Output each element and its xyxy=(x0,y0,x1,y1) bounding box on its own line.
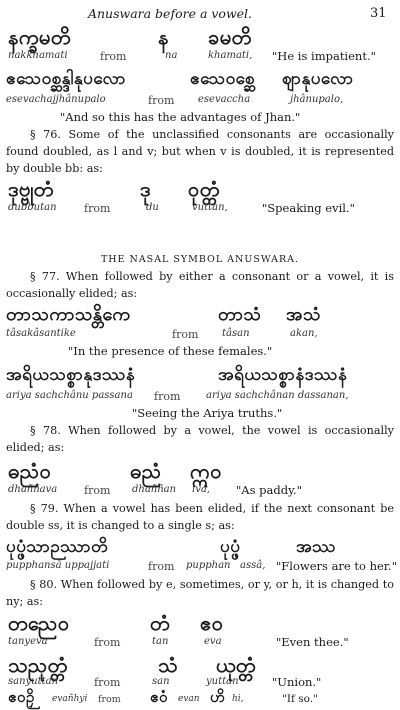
from-word: from xyxy=(98,694,121,705)
gloss: "He is impatient." xyxy=(272,49,376,63)
myanmar-word: ဓညံဝ xyxy=(8,459,52,483)
myanmar-word: အရိယသစ္စာနုဒဿနံ xyxy=(6,365,136,385)
transliteration: dubbutan xyxy=(8,202,57,213)
transliteration: hi, xyxy=(232,694,244,704)
myanmar-word: ဟိ xyxy=(210,688,226,706)
myanmar-word: ဧဝဉှိ xyxy=(8,688,35,706)
gloss: "If so." xyxy=(282,693,318,705)
running-title: Anuswara before a vowel. xyxy=(87,6,253,21)
from-word: from xyxy=(100,50,127,63)
myanmar-word: အရိယသစ္စာနံဒဿနံ xyxy=(218,365,348,385)
myanmar-word: သညုတ္တံ xyxy=(8,653,68,677)
transliteration: iva, xyxy=(192,484,210,495)
from-word: from xyxy=(148,560,175,573)
page-number: 31 xyxy=(370,6,387,21)
transliteration: pupphan xyxy=(186,560,231,571)
from-word: from xyxy=(84,484,111,497)
paragraph-section-78: § 78. When followed by a vowel, the vowel is occasionally elided; as: xyxy=(6,424,394,454)
transliteration: evañhyi xyxy=(52,694,88,704)
transliteration: esevachajjhânupalo xyxy=(6,94,106,105)
myanmar-word: နက္ခမတိ xyxy=(8,25,71,49)
transliteration: evan xyxy=(178,694,200,704)
transliteration: dhaññava xyxy=(8,484,58,495)
from-word: from xyxy=(94,676,121,689)
myanmar-word: န xyxy=(158,25,169,49)
gloss: "In the presence of these females." xyxy=(68,344,273,358)
from-word: from xyxy=(148,94,175,107)
transliteration: tâsan xyxy=(222,328,250,339)
myanmar-word: ခမတိ xyxy=(208,25,252,49)
transliteration: na xyxy=(165,50,178,61)
myanmar-word: ဝုတ္တံ xyxy=(188,177,220,201)
from-word: from xyxy=(94,636,121,649)
gloss: "As paddy." xyxy=(236,483,303,497)
myanmar-word: တညေဝ xyxy=(8,611,70,635)
gloss: "And so this has the advantages of Jhan." xyxy=(60,110,301,124)
from-word: from xyxy=(84,202,111,215)
transliteration: jhânupalo, xyxy=(290,94,344,105)
myanmar-word: ပုပ္ဖံသာဉဿာတိ xyxy=(6,537,109,557)
gloss: "Union." xyxy=(272,675,322,689)
transliteration: eva xyxy=(204,636,222,647)
myanmar-word: ဒု xyxy=(140,177,151,201)
transliteration: vuttan, xyxy=(192,202,228,213)
transliteration: khamati, xyxy=(208,50,253,61)
gloss: "Speaking evil." xyxy=(262,201,355,215)
myanmar-word: ပုပ္ဖံ xyxy=(220,537,241,557)
transliteration: tâsakâsantike xyxy=(6,328,76,339)
section-heading: THE NASAL SYMBOL ANUSWARA. xyxy=(100,254,300,265)
transliteration: pupphansâ uppajjati xyxy=(6,560,110,571)
transliteration: sanyuttan xyxy=(8,676,59,687)
myanmar-word: ဓညံ xyxy=(130,459,162,483)
transliteration: ariya sachchânan dassanan, xyxy=(206,390,349,401)
from-word: from xyxy=(154,390,181,403)
paragraph-section-80: § 80. When followed by e, sometimes, or y, or h, it is changed to ny; as: xyxy=(6,578,394,608)
transliteration: du xyxy=(146,202,159,213)
myanmar-word: သံ xyxy=(158,653,178,677)
myanmar-word: ဧဝံ xyxy=(150,688,168,706)
from-word: from xyxy=(172,328,199,341)
myanmar-word: ဈာနုပလော xyxy=(282,69,354,89)
transliteration: tanyeva xyxy=(8,636,48,647)
myanmar-word: ဒုဗ္ဗုတံ xyxy=(8,177,54,201)
myanmar-word: တာသကာသန္တိကေ xyxy=(6,304,131,325)
paragraph-section-79: § 79. When a vowel has been elided, if the next consonant be double ss, it is changed to a single s; as: xyxy=(6,502,394,532)
gloss: "Even thee." xyxy=(276,635,349,649)
transliteration: ariya sachchânu passana xyxy=(6,390,133,401)
myanmar-word: တာသံ xyxy=(218,304,262,325)
gloss: "Seeing the Ariya truths." xyxy=(132,406,283,420)
transliteration: nakkhamati xyxy=(8,50,68,61)
myanmar-word: ယုတ္တံ xyxy=(216,653,256,677)
myanmar-word: ဣဝ xyxy=(190,459,222,483)
transliteration: assâ, xyxy=(240,560,266,571)
myanmar-word: အသံ xyxy=(286,304,321,325)
transliteration: tan xyxy=(152,636,169,647)
transliteration: dhaññan xyxy=(132,484,177,495)
myanmar-word: ဧသေဝစ္ဆန္ဒါနုပလော xyxy=(6,69,127,89)
myanmar-word: တံ xyxy=(150,611,170,635)
transliteration: esevaccha xyxy=(198,94,251,105)
paragraph-section-76: § 76. Some of the unclassified consonants are occasionally found doubled, as l and v; but when v is doubled, it is represented by double bb: as: xyxy=(6,128,394,175)
myanmar-word: အဿ xyxy=(296,537,337,557)
transliteration: san xyxy=(152,676,170,687)
transliteration: yuttan xyxy=(206,676,239,687)
paragraph-section-77: § 77. When followed by either a consonant or a vowel, it is occasionally elided; as: xyxy=(6,270,394,300)
gloss: "Flowers are to her." xyxy=(276,559,397,573)
myanmar-word: ဧသေဝစ္ဆေ xyxy=(190,69,255,89)
transliteration: akan, xyxy=(290,328,318,339)
myanmar-word: ဧဝ xyxy=(200,611,224,635)
